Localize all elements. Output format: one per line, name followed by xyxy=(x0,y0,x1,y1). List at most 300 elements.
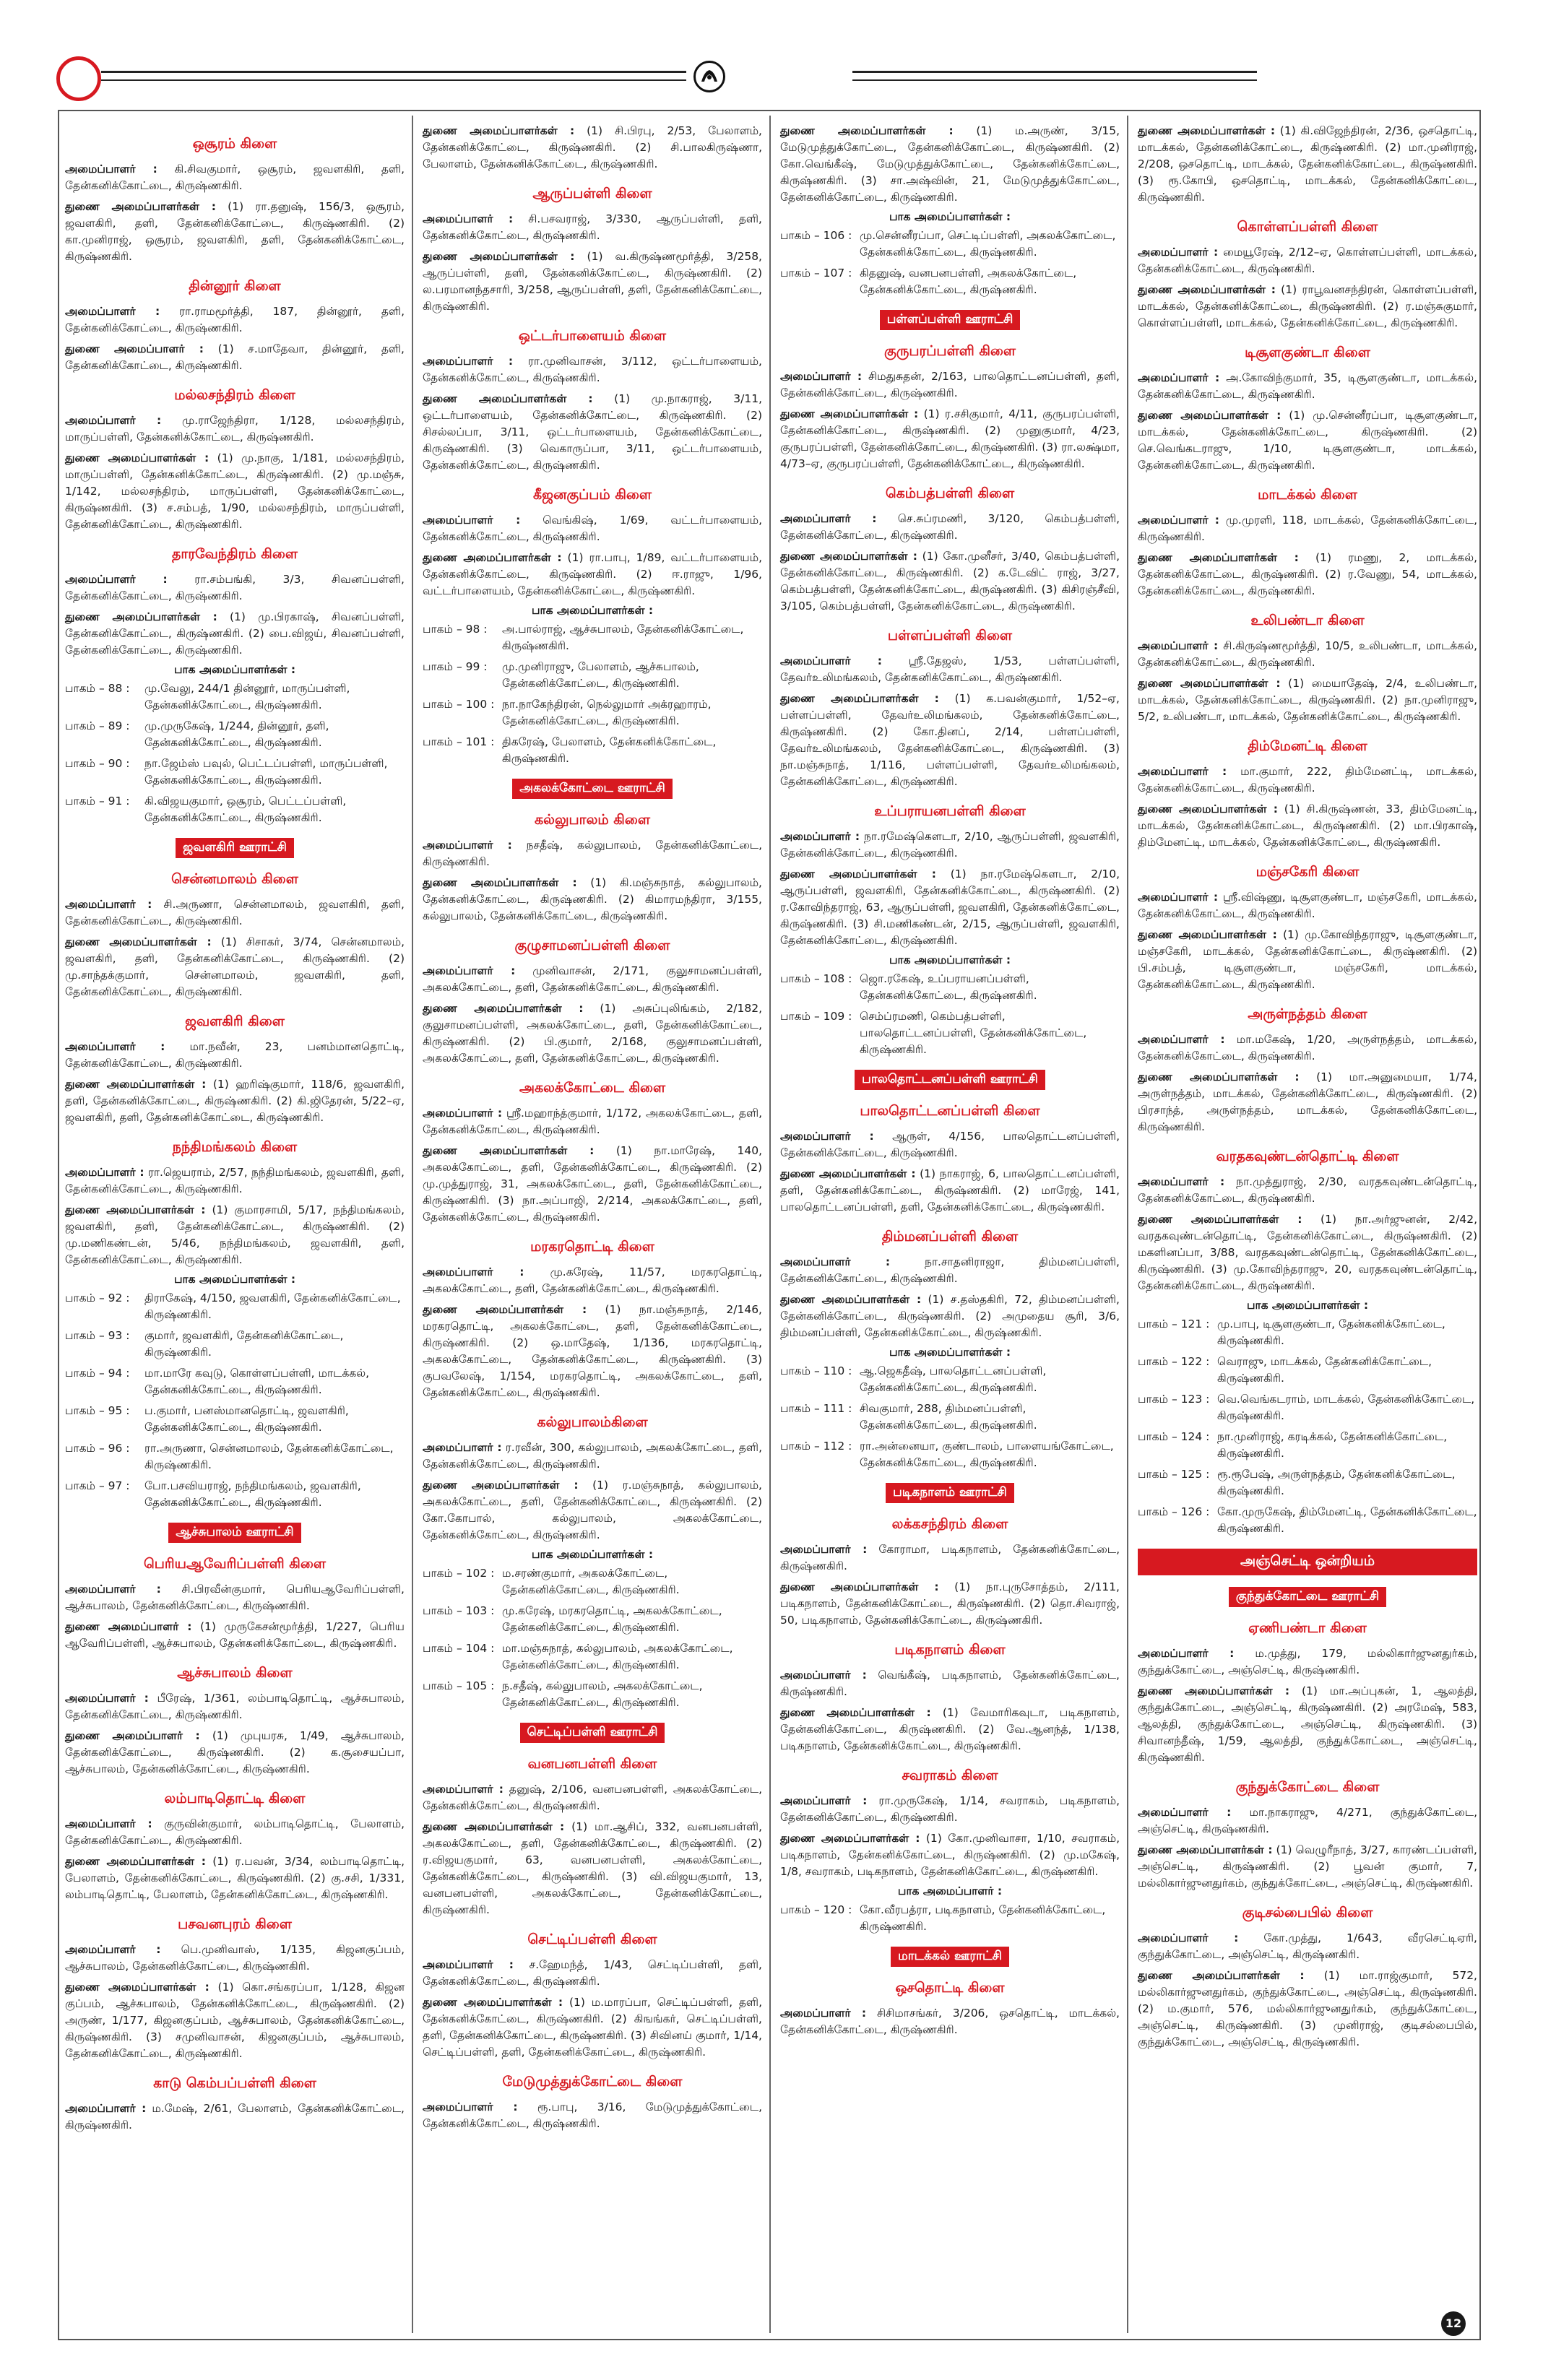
ward-entry xyxy=(1138,1466,1477,1500)
role-label: துணை அமைப்பாளர்கள் : xyxy=(780,867,936,880)
section-subheading: பாக அமைப்பாளர்கள் : xyxy=(889,1346,1011,1359)
member-entry xyxy=(780,691,1120,790)
member-entry xyxy=(423,1143,762,1226)
column-divider xyxy=(769,116,771,2333)
ward-entry xyxy=(1138,1354,1477,1387)
member-entry xyxy=(65,1581,405,1614)
column-4 xyxy=(1138,123,1477,2055)
ward-entry xyxy=(65,1290,405,1323)
ward-details: மு.வேலு, 244/1 தின்னூர், மாருப்பள்ளி, தேன்கனிக்கோட்டை, கிருஷ்ணகிரி. xyxy=(144,682,350,711)
ward-entry xyxy=(1138,1391,1477,1424)
member-details: (1) கி.மஞ்சுநாத், கல்லுபாலம், தேன்கனிக்கோட்டை, கிருஷ்ணகிரி. (2) கிமாரமந்திரா, 3/155, கல்லுபாலம், தேன்கனிக்கோட்டை, கிருஷ்ணகிரி. xyxy=(423,876,762,922)
member-entry xyxy=(1138,550,1477,600)
ward-details: ரா.அன்னையா, குண்டாலம், பாளையங்கோட்டை, தேன்கனிக்கோட்டை, கிருஷ்ணகிரி. xyxy=(860,1440,1114,1469)
panchayat-label: அகலக்கோட்டை ஊராட்சி xyxy=(512,779,673,799)
ward-entry xyxy=(1138,1504,1477,1537)
member-entry xyxy=(1138,1804,1477,1838)
role-label: துணை அமைப்பாளர்கள் : xyxy=(423,1303,587,1316)
member-entry xyxy=(780,1541,1120,1575)
branch-heading: திம்மனப்பள்ளி கிளை xyxy=(881,1229,1019,1245)
ward-details: கோ.வீரபத்ரா, படிகநாளம், தேன்கனிக்கோட்டை, கிருஷ்ணகிரி. xyxy=(860,1903,1106,1933)
member-details: தனுஷ், 2/106, வனபனபள்ளி, அகலக்கோட்டை, தேன்கனிக்கோட்டை, கிருஷ்ணகிரி. xyxy=(423,1783,762,1812)
role-label: துணை அமைப்பாளர்கள் : xyxy=(780,407,919,420)
member-entry xyxy=(423,837,762,870)
role-label: அமைப்பாளர் : xyxy=(423,1441,502,1454)
member-entry xyxy=(1138,675,1477,725)
member-entry xyxy=(780,511,1120,544)
member-details: (1) ர.சசிகுமார், 4/11, குருபரப்பள்ளி, தேன்கனிக்கோட்டை, கிருஷ்ணகிரி. (2) முனுகுமார், 4/23, குருபரப்பள்ளி, தேன்கனிக்கோட்டை, கிருஷ்ணகிரி. (3) ரா.லக்ஷ்மா, 4/73–ஏ, குருபரப்பள்ளி, தேன்கனிக்கோட்டை, கிருஷ்ணகிரி. xyxy=(780,407,1120,470)
ward-entry xyxy=(780,1008,1120,1058)
member-details: (1) மு.சென்னீரப்பா, டிசூளகுண்டா, மாடக்கல், தேன்கனிக்கோட்டை, கிருஷ்ணகிரி. (2) செ.வெங்கடராஜு, 1/10, டிசூளகுண்டா, மாடக்கல், தேன்கனிக்கோட்டை, கிருஷ்ணகிரி. xyxy=(1138,409,1477,472)
union-banner: அஞ்செட்டி ஒன்றியம் xyxy=(1138,1549,1477,1575)
member-details: ர.ரவீன், 300, கல்லுபாலம், அகலக்கோட்டை, தளி, தேன்கனிக்கோட்டை, கிருஷ்ணகிரி. xyxy=(423,1441,762,1471)
member-details: சி.கிருஷ்ணமூர்த்தி, 10/5, உலிபண்டா, மாடக்கல், தேன்கனிக்கோட்டை, கிருஷ்ணகிரி. xyxy=(1138,639,1478,669)
member-entry xyxy=(423,1819,762,1918)
member-entry xyxy=(65,1853,405,1903)
member-entry xyxy=(1138,1174,1477,1207)
role-label: அமைப்பாளர் : xyxy=(780,1255,891,1268)
member-entry xyxy=(65,1816,405,1849)
branch-heading: சவராகம் கிளை xyxy=(902,1767,998,1783)
member-details: கோராமா, படிகநாளம், தேன்கனிக்கோட்டை, கிருஷ்ணகிரி. xyxy=(780,1543,1120,1572)
ward-label: பாகம் – 111 : xyxy=(780,1402,852,1415)
member-details: (1) வெழுரீநாத், 3/27, காரண்டப்பள்ளி, அஞ்செட்டி, கிருஷ்ணகிரி. (2) பூவன் குமார், 7, மல்லிகார்ஜுனதுர்கம், குந்துக்கோட்டை, அஞ்செட்டி, கிருஷ்ணகிரி. xyxy=(1138,1843,1477,1890)
member-details: (1) குமாரசாமி, 5/17, நந்திமங்கலம், ஜவளகிரி, தளி, தேன்கனிக்கோட்டை, கிருஷ்ணகிரி. (2) மு.மணிகண்டன், 5/46, நந்திமங்கலம், ஜவளகிரி, தளி, தேன்கனிக்கோட்டை, கிருஷ்ணகிரி. xyxy=(65,1203,405,1266)
member-details: ஸ்ரீ.விஷ்ணு, டிசூளகுண்டா, மஞ்சகேரி, மாடக்கல், தேன்கனிக்கோட்டை, கிருஷ்ணகிரி. xyxy=(1138,891,1477,920)
ward-details: குமார், ஜவளகிரி, தேன்கனிக்கோட்டை, கிருஷ்ணகிரி. xyxy=(144,1329,344,1359)
role-label: துணை அமைப்பாளர்கள் : xyxy=(1138,802,1278,815)
member-entry xyxy=(423,123,762,173)
member-entry xyxy=(65,896,405,930)
branch-heading: ஆச்சுபாலம் கிளை xyxy=(177,1665,293,1681)
branch-heading: சென்னமாலம் கிளை xyxy=(171,871,298,887)
panchayat-label: பள்ளப்பள்ளி ஊராட்சி xyxy=(880,310,1021,330)
page-header xyxy=(0,0,1543,108)
ward-details: வெ.வெங்கடராம், மாடக்கல், தேன்கனிக்கோட்டை, கிருஷ்ணகிரி. xyxy=(1217,1393,1475,1422)
member-details: (1) க.பவன்குமார், 1/52–ஏ, பள்ளப்பள்ளி, தேவர்உலிமங்கலம், தேன்கனிக்கோட்டை, கிருஷ்ணகிரி. (2) கோ.தினப், 2/14, பள்ளப்பள்ளி, தேவர்உலிமங்கலம், தேன்கனிக்கோட்டை, கிருஷ்ணகிரி. (3) நா.மஞ்சுநாத், 1/116, பள்ளப்பள்ளி, தேவர்உலிமங்கலம், தேன்கனிக்கோட்டை, கிருஷ்ணகிரி. xyxy=(780,692,1120,788)
party-symbol-icon xyxy=(693,61,725,92)
branch-heading: நந்திமங்கலம் கிளை xyxy=(172,1139,298,1155)
role-label: துணை அமைப்பாளர்கள் : xyxy=(65,1078,207,1091)
ward-label: பாகம் – 89 : xyxy=(65,719,130,732)
member-details: (1) மா.ராஜ்குமார், 572, மல்லிகார்ஜுனதுர்கம், குந்துக்கோட்டை, அஞ்செட்டி, கிருஷ்ணகிரி. (2) ம.குமார், 576, மல்லிகார்ஜுனதுர்கம், குந்துக்கோட்டை, அஞ்செட்டி, கிருஷ்ணகிரி. (3) முனிராஜ், குடிசல்பைபில், குந்துக்கோட்டை, அஞ்செட்டி, கிருஷ்ணகிரி. xyxy=(1138,1969,1477,2048)
member-details: (1) ஹரிஷ்குமார், 118/6, ஜவளகிரி, தளி, தேன்கனிக்கோட்டை, கிருஷ்ணகிரி. (2) கி.ஜிதேரன், 5/22–ஏ, ஜவளகிரி, தளி, தேன்கனிக்கோட்டை, கிருஷ்ணகிரி. xyxy=(65,1078,405,1124)
role-label: துணை அமைப்பாளர்கள் : xyxy=(423,1820,565,1833)
member-details: கோ.முத்து, 1/643, வீரசெட்டிஏரி, குந்துக்கோட்டை, அஞ்செட்டி, கிருஷ்ணகிரி. xyxy=(1138,1931,1477,1961)
member-entry xyxy=(65,1202,405,1268)
member-details: சி.அருணா, சென்னமாலம், ஜவளகிரி, தளி, தேன்கனிக்கோட்டை, கிருஷ்ணகிரி. xyxy=(65,898,405,927)
section-subheading: பாக அமைப்பாளர்கள் : xyxy=(173,663,296,676)
member-entry xyxy=(1138,1069,1477,1135)
member-details: ஸ்ரீ.தேஜஸ், 1/53, பள்ளப்பள்ளி, தேவர்உலிமங்கலம், தேன்கனிக்கோட்டை, கிருஷ்ணகிரி. xyxy=(780,654,1120,684)
branch-heading: திம்மேனட்டி கிளை xyxy=(1248,738,1367,754)
branch-heading: உலிபண்டா கிளை xyxy=(1250,613,1365,628)
role-label: அமைப்பாளர் : xyxy=(1138,514,1219,527)
ward-details: மா.மாரே கவுடு, கொள்ளப்பள்ளி, மாடக்கல், தேன்கனிக்கோட்டை, கிருஷ்ணகிரி. xyxy=(144,1367,370,1396)
role-label: அமைப்பாளர் : xyxy=(780,370,863,383)
ward-entry xyxy=(423,659,762,692)
member-details: மா.மகேஷ், 1/20, அருள்நத்தம், மாடக்கல், தேன்கனிக்கோட்டை, கிருஷ்ணகிரி. xyxy=(1138,1033,1477,1063)
role-label: அமைப்பாளர் : xyxy=(780,1543,868,1556)
role-label: அமைப்பாளர் : xyxy=(423,1107,503,1120)
role-label: அமைப்பாளர் : xyxy=(65,2102,147,2115)
panchayat-label: குந்துக்கோட்டை ஊராட்சி xyxy=(1229,1587,1386,1607)
member-entry xyxy=(1138,512,1477,545)
role-label: துணை அமைப்பாளர்கள் : xyxy=(1138,677,1281,690)
section-subheading: பாக அமைப்பாளர்கள் : xyxy=(173,1273,296,1286)
branch-heading: பள்ளப்பள்ளி கிளை xyxy=(887,628,1013,644)
member-details: நா.சாதனிராஜா, திம்மனப்பள்ளி, தேன்கனிக்கோட்டை, கிருஷ்ணகிரி. xyxy=(780,1255,1120,1285)
panchayat-label: பாலதொட்டனப்பள்ளி ஊராட்சி xyxy=(855,1070,1045,1090)
member-details: குருவின்குமார், லம்பாடிதொட்டி, பேலாளம், தேன்கனிக்கோட்டை, கிருஷ்ணகிரி. xyxy=(65,1817,405,1847)
ward-label: பாகம் – 112 : xyxy=(780,1440,852,1453)
section-subheading: பாக அமைப்பாளர்கள் : xyxy=(1246,1299,1369,1312)
role-label: துணை அமைப்பாளர்கள் : xyxy=(423,1002,584,1015)
member-details: (1) சி.கிருஷ்ணன், 33, திம்மேனட்டி, மாடக்கல், தேன்கனிக்கோட்டை, கிருஷ்ணகிரி. (2) மா.பிரகாஷ், திம்மேனட்டி, மாடக்கல், தேன்கனிக்கோட்டை, கிருஷ்ணகிரி. xyxy=(1138,802,1478,849)
ward-entry xyxy=(780,1438,1120,1471)
role-label: துணை அமைப்பாளர்கள் : xyxy=(1138,928,1277,941)
member-details: (1) அசுப்புலிங்கம், 2/182, குலுசாமனப்பள்ளி, அகலக்கோட்டை, தளி, தேன்கனிக்கோட்டை, கிருஷ்ணகிரி. (2) பி.குமார், 2/168, குலுசாமனப்பள்ளி, அகலக்கோட்டை, தளி, தேன்கனிக்கோட்டை, கிருஷ்ணகிரி. xyxy=(423,1002,762,1065)
member-entry xyxy=(65,341,405,374)
ward-details: மு.சென்னீரப்பா, செட்டிப்பள்ளி, அகலக்கோட்டை, தேன்கனிக்கோட்டை, கிருஷ்ணகிரி. xyxy=(860,229,1116,259)
ward-label: பாகம் – 107 : xyxy=(780,267,852,280)
member-entry xyxy=(423,353,762,386)
branch-heading: கெம்பத்பள்ளி கிளை xyxy=(885,485,1015,501)
member-details: (1) சிசாகர், 3/74, சென்னமாலம், ஜவளகிரி, தளி, தேன்கனிக்கோட்டை, கிருஷ்ணகிரி. (2) மு.சாந்தக்குமார், சென்னமாலம், ஜவளகிரி, தளி, தேன்கனிக்கோட்டை, கிருஷ்ணகிரி. xyxy=(65,935,405,998)
ward-details: ரா.அருணா, சென்னமாலம், தேன்கனிக்கோட்டை, கிருஷ்ணகிரி. xyxy=(144,1442,394,1471)
role-label: துணை அமைப்பாளர்கள் : xyxy=(1138,551,1299,564)
role-label: துணை அமைப்பாளர்கள் : xyxy=(423,392,593,405)
member-details: (1) ச.தஸ்தகிரி, 72, திம்மனப்பள்ளி, தேன்கனிக்கோட்டை, கிருஷ்ணகிரி. (2) அமுதைய சூரி, 3/6, திம்மனப்பள்ளி, தேன்கனிக்கோட்டை, கிருஷ்ணகிரி. xyxy=(780,1293,1120,1339)
member-details: (1) ர.பவன், 3/34, லம்பாடிதொட்டி, பேலாளம், தேன்கனிக்கோட்டை, கிருஷ்ணகிரி. (2) கு.சசி, 1/331, லம்பாடிதொட்டி, பேலாளம், தேன்கனிக்கோட்டை, கிருஷ்ணகிரி. xyxy=(65,1855,405,1901)
member-entry xyxy=(780,1830,1120,1880)
branch-heading: கல்லுபாலம்கிளை xyxy=(537,1414,648,1430)
ward-label: பாகம் – 108 : xyxy=(780,972,852,985)
ward-entry xyxy=(65,1478,405,1511)
member-details: சி.பசவராஜ், 3/330, ஆருப்பள்ளி, தளி, தேன்கனிக்கோட்டை, கிருஷ்ணகிரி. xyxy=(423,212,762,242)
member-entry xyxy=(1138,1930,1477,1963)
role-label: அமைப்பாளர் : xyxy=(1138,1931,1239,1944)
ward-details: மு.கரேஷ், மரகரதொட்டி, அகலக்கோட்டை, தேன்கனிக்கோட்டை, கிருஷ்ணகிரி. xyxy=(502,1604,722,1634)
branch-heading: படிகநாளம் கிளை xyxy=(894,1642,1006,1658)
role-label: அமைப்பாளர் : xyxy=(65,1583,161,1596)
ward-details: ப.குமார், பனஸ்மானதொட்டி, ஜவளகிரி, தேன்கனிக்கோட்டை, கிருஷ்ணகிரி. xyxy=(144,1404,349,1434)
role-label: அமைப்பாளர் : xyxy=(65,573,168,586)
section-subheading: பாக அமைப்பாளர் : xyxy=(897,1884,1003,1897)
member-entry xyxy=(65,1728,405,1778)
ward-entry xyxy=(780,1363,1120,1396)
ward-entry xyxy=(780,265,1120,298)
member-details: கி.சிவகுமார், ஒசூரம், ஜவளகிரி, தளி, தேன்கனிக்கோட்டை, கிருஷ்ணகிரி. xyxy=(65,163,405,192)
member-entry xyxy=(1138,927,1477,993)
role-label: துணை அமைப்பாளர்கள் : xyxy=(1138,1969,1305,1982)
role-label: துணை அமைப்பாளர்கள் : xyxy=(65,451,209,464)
member-details: மு.முரளி, 118, மாடக்கல், தேன்கனிக்கோட்டை, கிருஷ்ணகிரி. xyxy=(1138,514,1478,543)
branch-heading: மரகரதொட்டி கிளை xyxy=(530,1239,654,1255)
ward-details: செம்ப்ரமணி, கெம்பத்பள்ளி, பாலதொட்டனப்பள்ளி, தேன்கனிக்கோட்டை, கிருஷ்ணகிரி. xyxy=(860,1010,1087,1056)
ward-label: பாகம் – 100 : xyxy=(423,698,495,711)
ward-details: திராகேஷ், 4/150, ஜவளகிரி, தேன்கனிக்கோட்டை, கிருஷ்ணகிரி. xyxy=(144,1291,401,1321)
ward-label: பாகம் – 106 : xyxy=(780,229,852,242)
role-label: துணை அமைப்பாளர்கள் : xyxy=(423,124,575,137)
member-details: நசதீஷ், கல்லுபாலம், தேன்கனிக்கோட்டை, கிருஷ்ணகிரி. xyxy=(423,839,762,868)
role-label: துணை அமைப்பாளர்கள் : xyxy=(423,876,577,889)
ward-label: பாகம் – 124 : xyxy=(1138,1430,1210,1443)
member-details: (1) முபுயரசு, 1/49, ஆச்சுபாலம், தேன்கனிக்கோட்டை, கிருஷ்ணகிரி. (2) க.சூசையப்பா, ஆச்சுபாலம், தேன்கனிக்கோட்டை, கிருஷ்ணகிரி. xyxy=(65,1729,405,1775)
member-details: (1) நா.மாரேஷ், 140, அகலக்கோட்டை, தளி, தேன்கனிக்கோட்டை, கிருஷ்ணகிரி. (2) மு.முத்துராஜ், 31, அகலக்கோட்டை, தளி, தேன்கனிக்கோட்டை, கிருஷ்ணகிரி. (3) நா.அப்பாஜி, 2/214, அகலக்கோட்டை, தளி, தேன்கனிக்கோட்டை, கிருஷ்ணகிரி. xyxy=(423,1144,763,1224)
ward-entry xyxy=(65,793,405,826)
member-details: (1) ம.மாரப்பா, செட்டிப்பள்ளி, தளி, தேன்கனிக்கோட்டை, கிருஷ்ணகிரி. (2) கிஙங்கர், செட்டிப்பள்ளி, தளி, தேன்கனிக்கோட்டை, கிருஷ்ணகிரி. (3) சிவினய் குமார், 1/14, செட்டிப்பள்ளி, தளி, தேன்கனிக்கோட்டை, கிருஷ்ணகிரி. xyxy=(423,1996,762,2059)
member-entry xyxy=(423,1440,762,1473)
member-entry xyxy=(65,1942,405,1975)
member-entry xyxy=(423,512,762,545)
ward-entry xyxy=(423,1603,762,1636)
role-label: அமைப்பாளர் : xyxy=(65,163,157,176)
member-details: ரா.சம்பங்கி, 3/3, சிவனப்பள்ளி, தேன்கனிக்கோட்டை, கிருஷ்ணகிரி. xyxy=(65,573,405,602)
branch-heading: பசவனபுரம் கிளை xyxy=(178,1916,292,1932)
panchayat-label: ஆச்சுபாலம் ஊராட்சி xyxy=(168,1523,301,1543)
member-entry xyxy=(1138,801,1477,851)
member-entry xyxy=(1138,1031,1477,1065)
column-1 xyxy=(65,123,405,2138)
role-label: அமைப்பாளர் : xyxy=(423,964,516,977)
member-details: ரா.ஜெயராம், 2/57, நந்திமங்கலம், ஜவளகிரி, தளி, தேன்கனிக்கோட்டை, கிருஷ்ணகிரி. xyxy=(65,1166,405,1195)
member-entry xyxy=(65,1619,405,1652)
ward-label: பாகம் – 101 : xyxy=(423,735,495,748)
ward-details: கிதனுஷ், வனபனபள்ளி, அகலக்கோட்டை, தேன்கனிக்கோட்டை, கிருஷ்ணகிரி. xyxy=(860,267,1077,296)
member-entry xyxy=(1138,123,1477,206)
role-label: அமைப்பாளர் : xyxy=(65,1040,165,1053)
ward-label: பாகம் – 126 : xyxy=(1138,1505,1210,1518)
role-label: அமைப்பாளர் : xyxy=(780,512,877,525)
member-details: (1) நா.மஞ்சுநாத், 2/146, மரகரதொட்டி, அகலக்கோட்டை, தளி, தேன்கனிக்கோட்டை, கிருஷ்ணகிரி. (2) ஒ.மாதேஷ், 1/136, மரகரதொட்டி, அகலக்கோட்டை, தேன்கனிக்கோட்டை, கிருஷ்ணகிரி. (3) குபவலேஷ், 1/154, மரகரதொட்டி, அகலக்கோட்டை, தளி, தேன்கனிக்கோட்டை, கிருஷ்ணகிரி. xyxy=(423,1303,762,1399)
role-label: துணை அமைப்பாளர்கள் : xyxy=(1138,283,1276,296)
role-label: துணை அமைப்பாளர்கள் : xyxy=(780,1832,920,1845)
member-details: (1) மா.அப்புகன், 1, ஆலத்தி, குந்துக்கோட்டை, அஞ்செட்டி, கிருஷ்ணகிரி. (2) அரமேஷ், 583, ஆலத்தி, குந்துக்கோட்டை, அஞ்செட்டி, கிருஷ்ணகிரி. (3) சிவானந்தீஷ், 1/59, ஆலத்தி, குந்துக்கோட்டை, அஞ்செட்டி, கிருஷ்ணகிரி. xyxy=(1138,1684,1477,1764)
column-divider xyxy=(412,116,413,2333)
header-rule-right xyxy=(852,71,1257,73)
member-details: நா.முத்துராஜ், 2/30, வரதகவுண்டன்தொட்டி, தேன்கனிக்கோட்டை, கிருஷ்ணகிரி. xyxy=(1138,1175,1477,1205)
member-entry xyxy=(780,368,1120,402)
member-entry xyxy=(65,609,405,659)
member-entry xyxy=(1138,244,1477,277)
ward-details: ரூ.ரூபேஷ், அருள்நத்தம், தேன்கனிக்கோட்டை, கிருஷ்ணகிரி. xyxy=(1217,1468,1456,1497)
member-entry xyxy=(780,406,1120,472)
member-details: (1) கோ.முனிவாசா, 1/10, சவராகம், படிகநாளம், தேன்கனிக்கோட்டை, கிருஷ்ணகிரி. (2) மு.மகேஷ், 1/8, சவராகம், படிகநாளம், தேன்கனிக்கோட்டை, கிருஷ்ணகிரி. xyxy=(780,1832,1120,1878)
ward-label: பாகம் – 120 : xyxy=(780,1903,852,1916)
member-entry xyxy=(65,934,405,1000)
member-entry xyxy=(423,1000,762,1067)
role-label: அமைப்பாளர் : xyxy=(423,514,521,527)
role-label: அமைப்பாளர் : xyxy=(65,1817,152,1830)
role-label: துணை அமைப்பாளர்கள் : xyxy=(423,250,575,263)
member-details: (1) மு.நாகு, 1/181, மல்லசந்திரம், மாருப்பள்ளி, தேன்கனிக்கோட்டை, கிருஷ்ணகிரி. (2) மு.மஞ்சு, 1/142, மல்லசந்திரம், மாருப்பள்ளி, தேன்கனிக்கோட்டை, கிருஷ்ணகிரி. (3) ச.சம்பத், 1/90, மல்லசந்திரம், மாருப்பள்ளி, தேன்கனிக்கோட்டை, கிருஷ்ணகிரி. xyxy=(65,451,405,531)
member-entry xyxy=(423,1781,762,1814)
member-details: ஆருள், 4/156, பாலதொட்டனப்பள்ளி, தேன்கனிக்கோட்டை, கிருஷ்ணகிரி. xyxy=(780,1130,1120,1159)
ward-entry xyxy=(423,1678,762,1711)
role-label: அமைப்பாளர் : xyxy=(1138,765,1227,778)
member-details: (1) கோ.முனீசர், 3/40, கெம்பத்பள்ளி, தேன்கனிக்கோட்டை, கிருஷ்ணகிரி. (2) க.டேவிட் ராஜ், 3/27, கெம்பத்பள்ளி, தேன்கனிக்கோட்டை, கிருஷ்ணகிரி. (3) கிசிரஞ்சீவி, 3/105, கெம்பத்பள்ளி, தேன்கனிக்கோட்டை, கிருஷ்ணகிரி. xyxy=(780,550,1120,613)
role-label: துணை அமைப்பாளர்கள் : xyxy=(780,124,954,137)
member-entry xyxy=(423,391,762,474)
member-details: ரா.முனிவாசன், 3/112, ஒட்டர்பாளையம், தேன்கனிக்கோட்டை, கிருஷ்ணகிரி. xyxy=(423,355,762,384)
member-details: வெங்கிஷ், 1/69, வட்டர்பாளையம், தேன்கனிக்கோட்டை, கிருஷ்ணகிரி. xyxy=(423,514,762,543)
header-rule-left xyxy=(101,71,686,73)
ward-details: வெராஜு, மாடக்கல், தேன்கனிக்கோட்டை, கிருஷ்ணகிரி. xyxy=(1217,1355,1432,1385)
role-label: அமைப்பாளர் : xyxy=(780,1794,868,1807)
member-entry xyxy=(65,303,405,337)
ward-details: நா.முனிராஜ், கரடிக்கல், தேன்கனிக்கோட்டை, கிருஷ்ணகிரி. xyxy=(1217,1430,1448,1460)
member-details: (1) ர.மஞ்சுநாத், கல்லுபாலம், அகலக்கோட்டை, தளி, தேன்கனிக்கோட்டை, கிருஷ்ணகிரி. (2) கோ.கோபால், கல்லுபாலம், அகலக்கோட்டை, தேன்கனிக்கோட்டை, கிருஷ்ணகிரி. xyxy=(423,1479,762,1541)
ward-label: பாகம் – 110 : xyxy=(780,1364,852,1377)
ward-label: பாகம் – 122 : xyxy=(1138,1355,1210,1368)
member-entry xyxy=(1138,1211,1477,1294)
branch-heading: டிசூளகுண்டா கிளை xyxy=(1245,345,1370,360)
member-entry xyxy=(65,412,405,446)
member-details: ரா.முருகேஷ், 1/14, சவராகம், படிகநாளம், தேன்கனிக்கோட்டை, கிருஷ்ணகிரி. xyxy=(780,1794,1120,1824)
ward-entry xyxy=(780,971,1120,1004)
member-entry xyxy=(65,450,405,533)
column-3 xyxy=(780,123,1120,2043)
member-entry xyxy=(780,1128,1120,1161)
branch-heading: ஏணிபண்டா கிளை xyxy=(1248,1620,1367,1636)
branch-heading: குந்துக்கோட்டை கிளை xyxy=(1235,1779,1380,1795)
role-label: அமைப்பாளர் : xyxy=(65,305,160,318)
member-details: (1) நாகராஜ், 6, பாலதொட்டனப்பள்ளி, தளி, தேன்கனிக்கோட்டை, கிருஷ்ணகிரி. (2) மாரேஜ், 141, பாலதொட்டனப்பள்ளி, தளி, தேன்கனிக்கோட்டை, கிருஷ்ணகிரி. xyxy=(780,1167,1120,1213)
member-entry xyxy=(1138,370,1477,403)
member-details: சிமதுசுதன், 2/163, பாலதொட்டனப்பள்ளி, தளி, தேன்கனிக்கோட்டை, கிருஷ்ணகிரி. xyxy=(780,370,1120,399)
ward-label: பாகம் – 92 : xyxy=(65,1291,130,1304)
member-details: (1) ம.அருண், 3/15, மேடுமுத்துக்கோட்டை, தேன்கனிக்கோட்டை, கிருஷ்ணகிரி. (2) கோ.வெங்கீஷ், மேடுமுத்துக்கோட்டை, தேன்கனிக்கோட்டை, கிருஷ்ணகிரி. (3) சா.அஷ்வின், 21, மேடுமுத்துக்கோட்டை, தேன்கனிக்கோட்டை, கிருஷ்ணகிரி. xyxy=(780,124,1120,204)
member-entry xyxy=(1138,889,1477,922)
role-label: அமைப்பாளர் : xyxy=(423,1783,503,1796)
member-details: ம.மேஷ், 2/61, பேலாளம், தேன்கனிக்கோட்டை, கிருஷ்ணகிரி. xyxy=(65,2102,405,2132)
ward-label: பாகம் – 91 : xyxy=(65,795,130,808)
ward-entry xyxy=(423,621,762,654)
role-label: அமைப்பாளர் : xyxy=(423,355,514,368)
role-label: துணை அமைப்பாளர்கள் : xyxy=(780,550,917,563)
member-details: (1) நா.புருசோத்தம், 2/111, படிகநாளம், தேன்கனிக்கோட்டை, கிருஷ்ணகிரி. (2) தொ.சிவராஜ், 50, படிகநாளம், தேன்கனிக்கோட்டை, கிருஷ்ணகிரி. xyxy=(780,1580,1120,1627)
member-details: (1) மா.ஆசிப், 332, வனபனபள்ளி, அகலக்கோட்டை, தளி, தேன்கனிக்கோட்டை, கிருஷ்ணகிரி. (2) ர.விஜயகுமார், 63, வனபனபள்ளி, அகலக்கோட்டை, தேன்கனிக்கோட்டை, கிருஷ்ணகிரி. (3) வி.விஜயகுமார், 13, வனபனபள்ளி, அகலக்கோட்டை, தேன்கனிக்கோட்டை, கிருஷ்ணகிரி. xyxy=(423,1820,762,1916)
branch-heading: லம்பாடிதொட்டி கிளை xyxy=(164,1791,306,1806)
role-label: அமைப்பாளர் : xyxy=(1138,371,1220,384)
member-entry xyxy=(65,1076,405,1126)
member-entry xyxy=(780,1291,1120,1341)
role-label: அமைப்பாளர் : xyxy=(780,654,882,667)
role-label: அமைப்பாளர் : xyxy=(65,1692,149,1705)
member-details: மையூரேஷ், 2/12–ஏ, கொள்ளப்பள்ளி, மாடக்கல், தேன்கனிக்கோட்டை, கிருஷ்ணகிரி. xyxy=(1138,246,1477,275)
ward-details: மு.முனிராஜு, பேலாளம், ஆச்சுபாலம், தேன்கனிக்கோட்டை, கிருஷ்ணகிரி. xyxy=(502,660,699,690)
panchayat-label: செட்டிப்பள்ளி ஊராட்சி xyxy=(520,1723,665,1743)
role-label: துணை அமைப்பாளர்கள் : xyxy=(1138,1843,1273,1856)
role-label: துணை அமைப்பாளர்கள் : xyxy=(1138,1070,1300,1083)
ward-label: பாகம் – 93 : xyxy=(65,1329,130,1342)
role-label: அமைப்பாளர் : xyxy=(780,2007,867,2020)
ward-entry xyxy=(780,228,1120,261)
branch-heading: அகலக்கோட்டை கிளை xyxy=(519,1080,666,1096)
ward-details: சிவகுமார், 288, திம்மனப்பள்ளி, தேன்கனிக்கோட்டை, கிருஷ்ணகிரி. xyxy=(860,1402,1037,1432)
member-details: முனிவாசன், 2/171, குலுசாமனப்பள்ளி, அகலக்கோட்டை, தளி, தேன்கனிக்கோட்டை, கிருஷ்ணகிரி. xyxy=(423,964,762,994)
role-label: அமைப்பாளர் : xyxy=(423,1265,524,1278)
ward-details: கி.விஜயகுமார், ஒசூரம், பெட்டப்பள்ளி, தேன்கனிக்கோட்டை, கிருஷ்ணகிரி. xyxy=(144,795,347,824)
ward-entry xyxy=(65,1440,405,1474)
member-entry xyxy=(1138,282,1477,332)
ward-entry xyxy=(780,1401,1120,1434)
ward-details: மு.பாபு, டிசூளகுண்டா, தேன்கனிக்கோட்டை, கிருஷ்ணகிரி. xyxy=(1217,1317,1445,1347)
member-details: (1) நா.அர்ஜுனன், 2/42, வரதகவுண்டன்தொட்டி, தேன்கனிக்கோட்டை, கிருஷ்ணகிரி. (2) மகளினப்பா, 3/88, வரதகவுண்டன்தொட்டி, தேன்கனிக்கோட்டை, கிருஷ்ணகிரி. (3) மு.கோவிந்தராஜு, 20, வரதகவுண்டன்தொட்டி, தேன்கனிக்கோட்டை, கிருஷ்ணகிரி. xyxy=(1138,1213,1477,1292)
member-entry xyxy=(65,571,405,605)
ward-label: பாகம் – 103 : xyxy=(423,1604,495,1617)
role-label: துணை அமைப்பாளர்கள் : xyxy=(423,1479,579,1492)
member-entry xyxy=(423,1302,762,1401)
role-label: அமைப்பாளர் : xyxy=(65,414,162,427)
ward-details: கோ.முருகேஷ், திம்மேனட்டி, தேன்கனிக்கோட்டை, கிருஷ்ணகிரி. xyxy=(1217,1505,1477,1535)
member-entry xyxy=(423,1477,762,1544)
member-details: ரூ.பாபு, 3/16, மேடுமுத்துக்கோட்டை, தேன்கனிக்கோட்டை, கிருஷ்ணகிரி. xyxy=(423,2100,762,2130)
member-details: (1) ச.மாதேவா, தின்னூர், தளி, தேன்கனிக்கோட்டை, கிருஷ்ணகிரி. xyxy=(65,342,405,372)
member-details: (1) மு.பிரகாஷ், சிவனப்பள்ளி, தேன்கனிக்கோட்டை, கிருஷ்ணகிரி. (2) பை.விஜய், சிவனப்பள்ளி, தேன்கனிக்கோட்டை, கிருஷ்ணகிரி. xyxy=(65,610,405,657)
member-details: மு.ராஜேந்திரா, 1/128, மல்லசந்திரம், மாருப்பள்ளி, தேன்கனிக்கோட்டை, கிருஷ்ணகிரி. xyxy=(65,414,405,443)
role-label: துணை அமைப்பாளர் : xyxy=(65,1620,192,1633)
ward-entry xyxy=(65,1365,405,1398)
ward-details: மு.முருகேஷ், 1/244, தின்னூர், தளி, தேன்கனிக்கோட்டை, கிருஷ்ணகிரி. xyxy=(144,719,329,749)
member-entry xyxy=(780,123,1120,206)
section-subheading: பாக அமைப்பாளர்கள் : xyxy=(531,604,654,617)
ward-details: ந.சதீஷ், கல்லுபாலம், அகலக்கோட்டை, தேன்கனிக்கோட்டை, கிருஷ்ணகிரி. xyxy=(502,1679,703,1709)
ward-entry xyxy=(423,1565,762,1598)
ward-entry xyxy=(65,1328,405,1361)
member-entry xyxy=(1138,1683,1477,1766)
member-entry xyxy=(423,875,762,925)
member-entry xyxy=(780,1705,1120,1754)
member-entry xyxy=(423,1994,762,2061)
branch-heading: மாடக்கல் கிளை xyxy=(1258,487,1357,503)
member-details: சிசிமாசங்கர், 3/206, ஒசதொட்டி, மாடக்கல், தேன்கனிக்கோட்டை, கிருஷ்ணகிரி. xyxy=(780,2007,1120,2036)
ward-entry xyxy=(423,1640,762,1674)
member-details: (1) வேமாரிகவுடா, படிகநாளம், தேன்கனிக்கோட்டை, கிருஷ்ணகிரி. (2) வே.ஆனந்த், 1/138, படிகநாளம், தேன்கனிக்கோட்டை, கிருஷ்ணகிரி. xyxy=(780,1706,1120,1752)
role-label: துணை அமைப்பாளர்கள் : xyxy=(780,692,939,705)
ward-label: பாகம் – 97 : xyxy=(65,1479,130,1492)
role-label: துணை அமைப்பாளர்கள் : xyxy=(65,935,212,948)
ward-label: பாகம் – 123 : xyxy=(1138,1393,1210,1406)
role-label: அமைப்பாளர் : xyxy=(65,898,152,911)
header-rule-left-thin xyxy=(101,79,686,81)
member-details: ஸ்ரீ.மஹாந்த்குமார், 1/172, அகலக்கோட்டை, தளி, தேன்கனிக்கோட்டை, கிருஷ்ணகிரி. xyxy=(423,1107,763,1136)
member-details: ச.ஹேமந்த், 1/43, செட்டிப்பள்ளி, தளி, தேன்கனிக்கோட்டை, கிருஷ்ணகிரி. xyxy=(423,1958,762,1988)
member-entry xyxy=(65,1039,405,1072)
ward-label: பாகம் – 95 : xyxy=(65,1404,130,1417)
member-details: மா.நாகராஜு, 4/271, குந்துக்கோட்டை, அஞ்செட்டி, கிருஷ்ணகிரி. xyxy=(1138,1806,1477,1835)
branch-heading: வனபனபள்ளி கிளை xyxy=(527,1756,657,1772)
ward-label: பாகம் – 90 : xyxy=(65,757,130,770)
member-details: மா.குமார், 222, திம்மேனட்டி, மாடக்கல், தேன்கனிக்கோட்டை, கிருஷ்ணகிரி. xyxy=(1138,765,1477,795)
ward-label: பாகம் – 94 : xyxy=(65,1367,130,1380)
member-entry xyxy=(423,550,762,600)
branch-heading: குடிசல்பைபில் கிளை xyxy=(1242,1905,1373,1921)
member-details: செ.சுப்ரமணி, 3/120, கெம்பத்பள்ளி, தேன்கனிக்கோட்டை, கிருஷ்ணகிரி. xyxy=(780,512,1120,542)
member-entry xyxy=(65,199,405,265)
branch-heading: உப்பராயனபள்ளி கிளை xyxy=(874,803,1026,819)
branch-heading: குருபரப்பள்ளி கிளை xyxy=(883,343,1016,359)
role-label: அமைப்பாளர் : xyxy=(1138,1175,1225,1188)
section-subheading: பாக அமைப்பாளர்கள் : xyxy=(531,1548,654,1561)
branch-heading: மல்லசந்திரம் கிளை xyxy=(174,387,295,403)
red-circle-logo-icon xyxy=(56,56,101,101)
role-label: அமைப்பாளர் : xyxy=(780,1130,874,1143)
branch-heading: அருள்நத்தம் கிளை xyxy=(1248,1006,1367,1022)
ward-entry xyxy=(65,756,405,789)
branch-heading: ஜவளகிரி கிளை xyxy=(185,1013,285,1029)
